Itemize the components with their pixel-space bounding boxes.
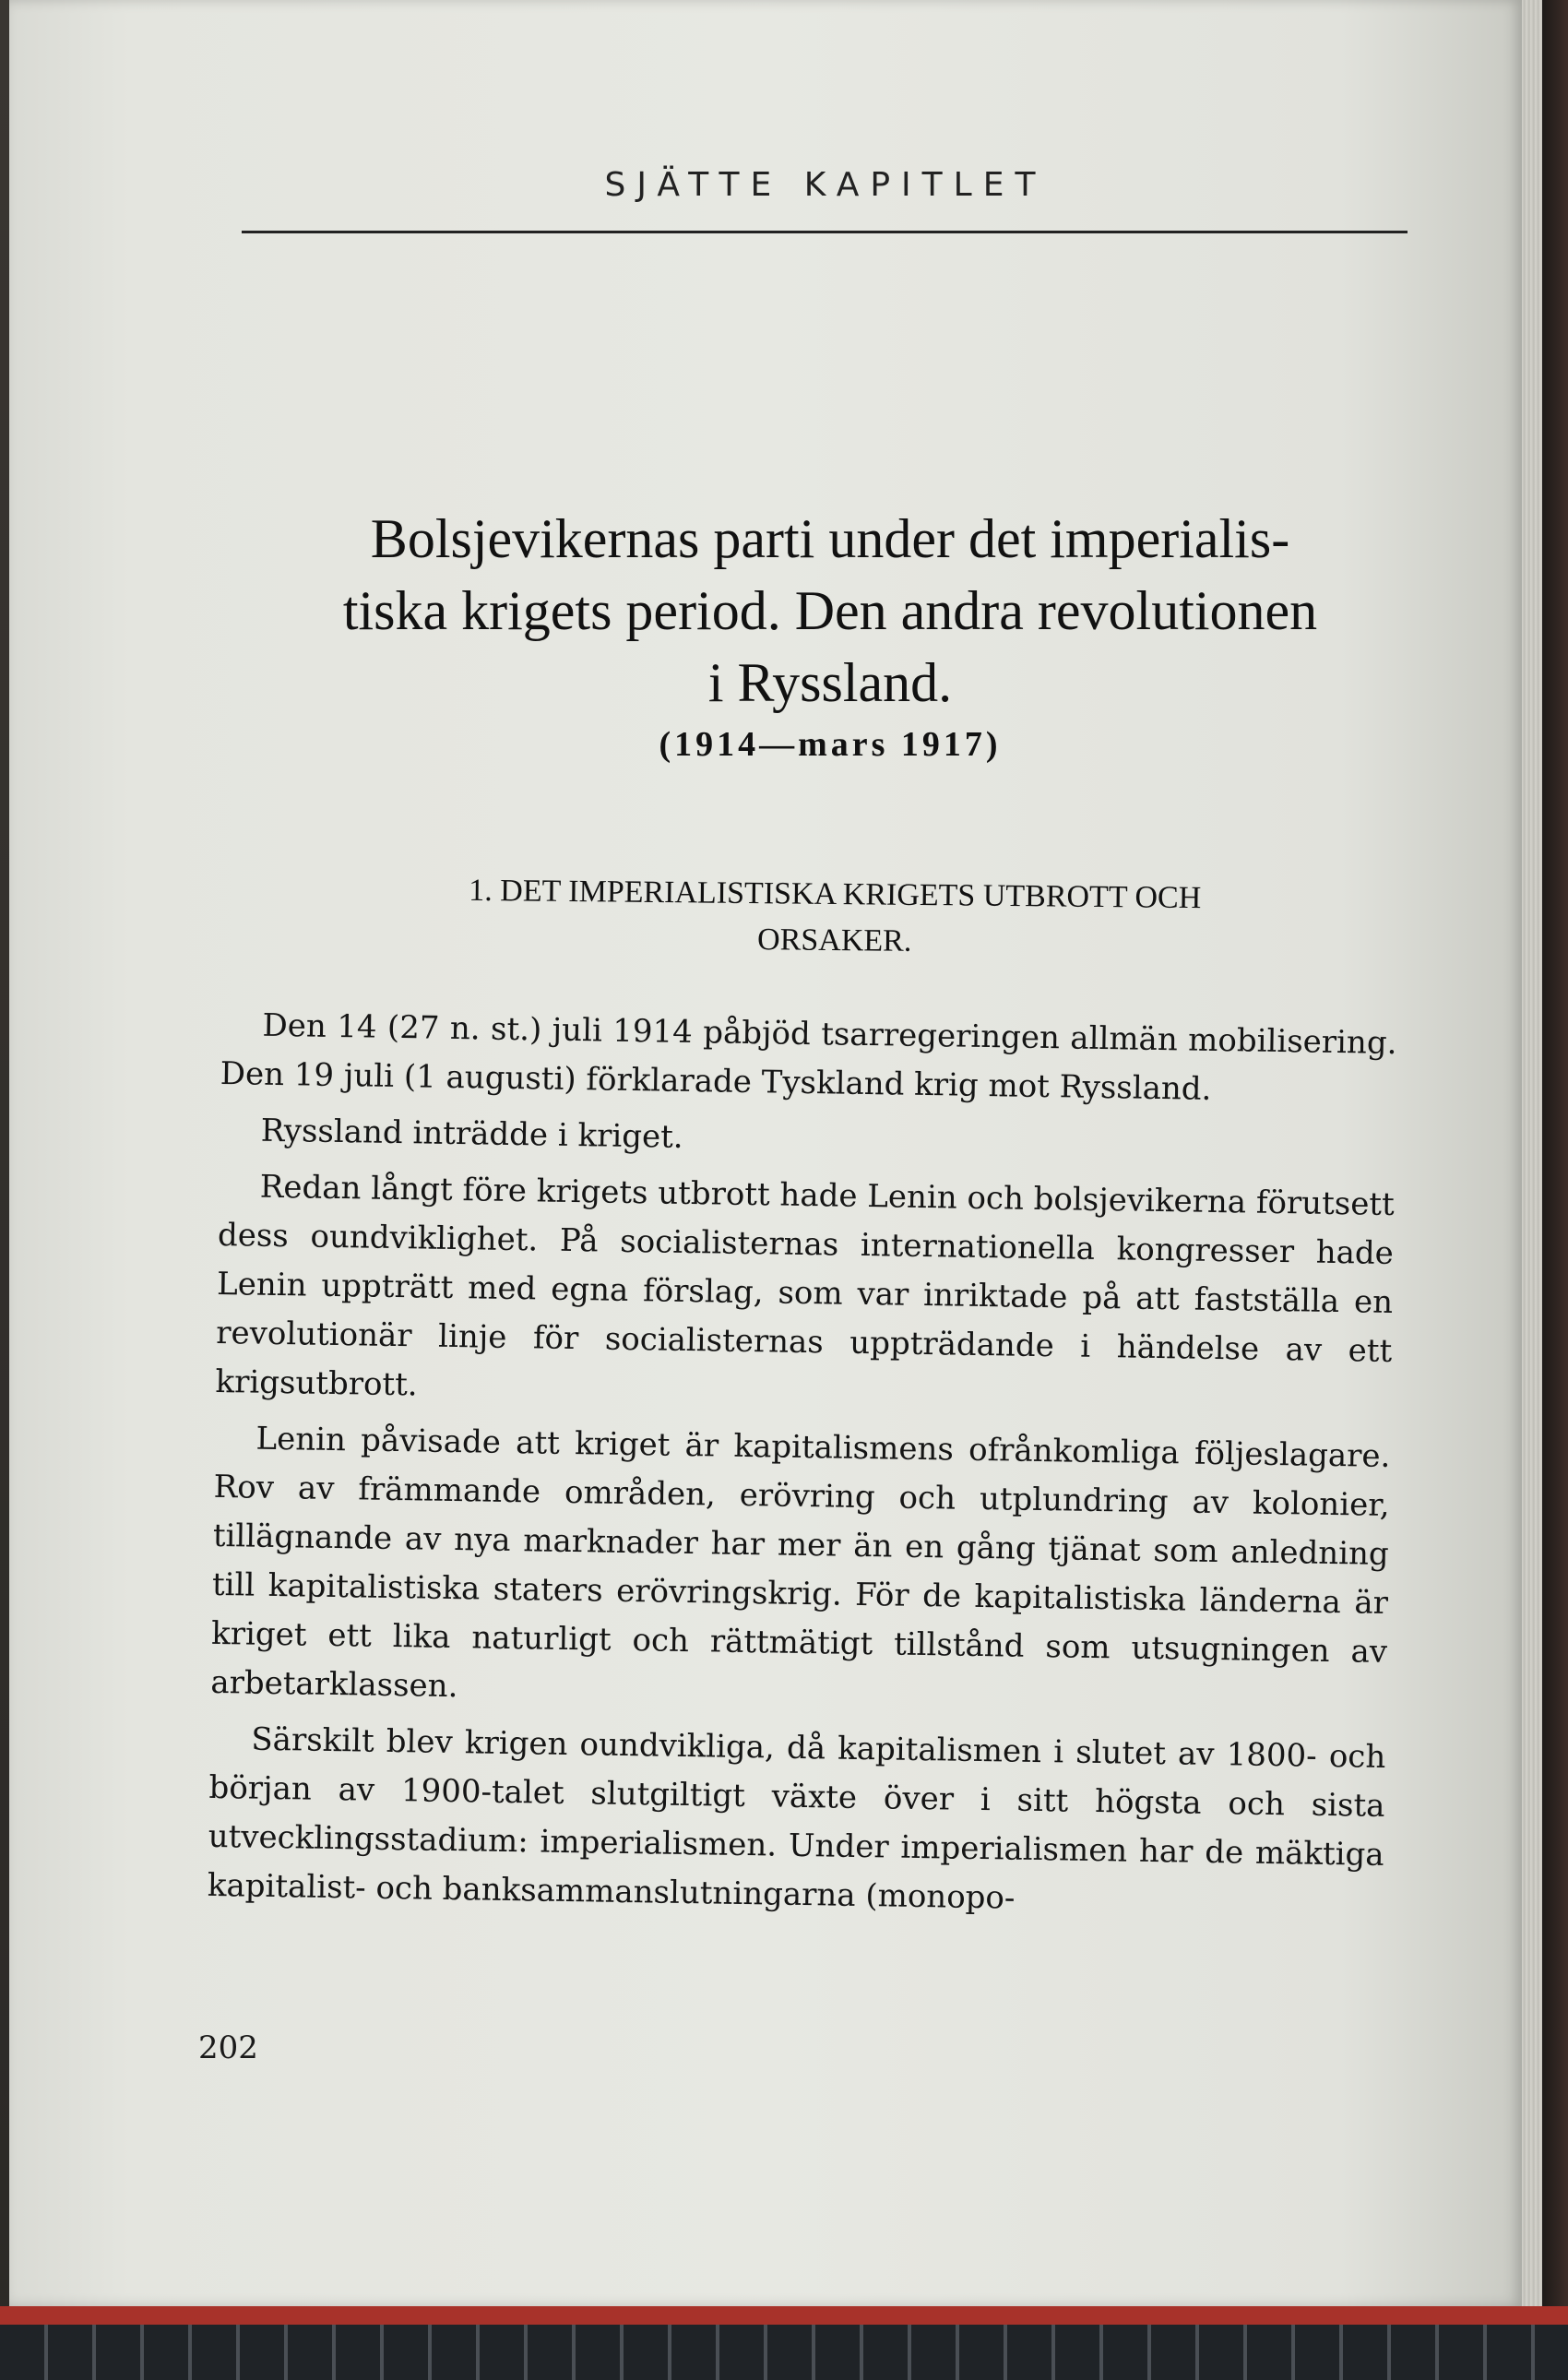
paragraph: Lenin påvisade att kriget är kapitalismens ofrånkomliga följeslagare. Rov av främmande områden, erövring och utplundring av kolonier, tillägnande av nya marknader har mer än en gång tjänat som anledning till kapitalistiska staters erövringskrig. För de kapitalistiska länderna är kriget ett lika naturligt och rättmätigt tillstånd som utsugningen av arbetarklassen. <box>210 1420 1391 1706</box>
paragraph: Särskilt blev krigen oundvikliga, då kapitalismen i slutet av 1800- och början av 1900-talet slutgiltigt växte över i sitt högsta och sista utvecklingsstadium: imperialismen. Under imperialismen har de mäktiga kapitalist- och banksammanslutningarna (monopo- <box>207 1720 1386 1917</box>
section-heading <box>295 866 1375 970</box>
book-cover-bottom <box>0 2306 1568 2325</box>
book-cover-edge <box>1542 0 1568 2380</box>
header-rule <box>242 231 1408 233</box>
cutting-mat-ruler <box>0 2325 1568 2380</box>
section-heading-line: ORSAKER. <box>756 922 912 958</box>
paragraph: Den 14 (27 n. st.) juli 1914 påbjöd tsarregeringen allmän mobilisering. Den 19 juli (1 augusti) förklarade Tyskland krig mot Ryssland. <box>220 1006 1397 1108</box>
page-stack-edge <box>1522 0 1542 2325</box>
chapter-period: (1914—mars 1917) <box>659 725 1002 764</box>
chapter-title-line: Bolsjevikernas parti under det imperialis- <box>370 508 1290 569</box>
paragraph: Redan långt före krigets utbrott hade Lenin och bolsjevikerna förutsett dess oundviklighet. På socialisternas internationella kongresser hade Lenin uppträtt med egna förslag, som var inriktade på att fastställa en revolutionär linje för socialisternas uppträdande i händelse av ett krigsutbrott. <box>215 1168 1395 1404</box>
chapter-title-line: i Ryssland. <box>707 652 953 713</box>
running-head: SJÄTTE KAPITLET <box>604 166 1047 204</box>
body-text <box>207 1001 1396 1936</box>
paragraph: Ryssland inträdde i kriget. <box>260 1112 683 1156</box>
chapter-title <box>235 503 1425 719</box>
page-number: 202 <box>198 2029 258 2066</box>
section-heading-line: 1. DET IMPERIALISTISKA KRIGETS UTBROTT OCH <box>469 873 1202 916</box>
chapter-title-line: tiska krigets period. Den andra revolutionen <box>342 580 1318 641</box>
